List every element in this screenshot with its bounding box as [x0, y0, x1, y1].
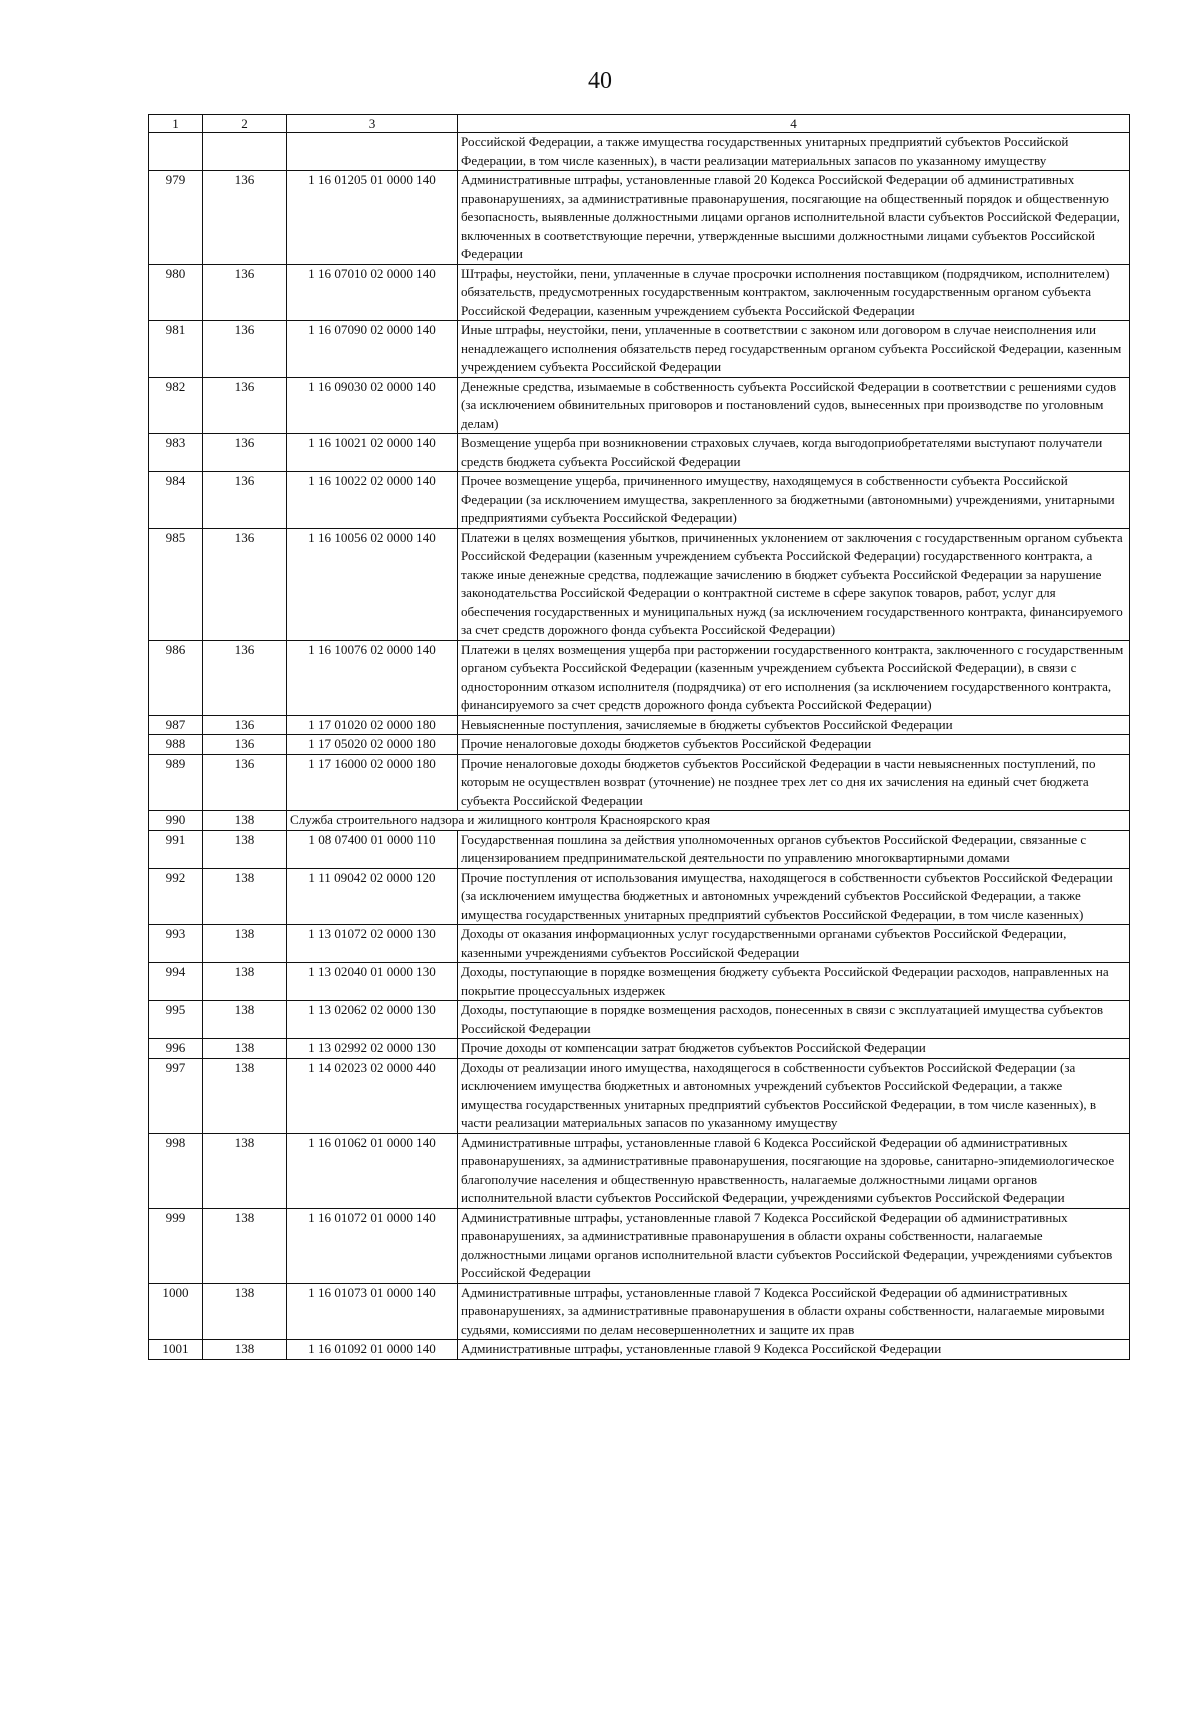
revenue-description: Доходы от оказания информационных услуг государственными органами субъектов Российской Федерации, казенными учреждениями субъектов Российской Федерации: [458, 925, 1130, 963]
revenue-description: Денежные средства, изымаемые в собственность субъекта Российской Федерации в соответствии с решениями судов (за исключением обвинительных приговоров и постановлений судов, вынесенных при производстве по уголовным делам): [458, 377, 1130, 434]
admin-code: 138: [203, 1001, 287, 1039]
column-header: 1: [149, 115, 203, 133]
admin-code: 136: [203, 715, 287, 735]
row-number: 979: [149, 171, 203, 265]
table-row: [149, 1283, 1130, 1340]
row-number: 997: [149, 1058, 203, 1133]
row-number: 990: [149, 811, 203, 831]
admin-code: 136: [203, 321, 287, 378]
table-row: [149, 1039, 1130, 1059]
budget-classification-code: 1 13 02062 02 0000 130: [287, 1001, 458, 1039]
budget-classification-code: 1 16 07010 02 0000 140: [287, 264, 458, 321]
admin-code: 138: [203, 925, 287, 963]
budget-classification-code: 1 16 10076 02 0000 140: [287, 640, 458, 715]
row-number: 992: [149, 868, 203, 925]
row-number: 986: [149, 640, 203, 715]
header-row: [149, 115, 1130, 133]
row-number: 991: [149, 830, 203, 868]
revenue-description: Государственная пошлина за действия уполномоченных органов субъектов Российской Федерации, связанные с лицензированием предпринимательской деятельности по управлению многоквартирными домами: [458, 830, 1130, 868]
budget-classification-code: 1 13 02040 01 0000 130: [287, 963, 458, 1001]
table-row: [149, 321, 1130, 378]
row-number: 1000: [149, 1283, 203, 1340]
revenue-description: Прочие неналоговые доходы бюджетов субъектов Российской Федерации в части невыясненных поступлений, по которым не осуществлен возврат (уточнение) не позднее трех лет со дня их зачисления на единый счет бюджета субъекта Российской Федерации: [458, 754, 1130, 811]
revenue-description: Прочие доходы от компенсации затрат бюджетов субъектов Российской Федерации: [458, 1039, 1130, 1059]
table-row: [149, 1340, 1130, 1360]
table-row: [149, 133, 1130, 171]
budget-classification-code: 1 11 09042 02 0000 120: [287, 868, 458, 925]
row-number: 989: [149, 754, 203, 811]
revenue-description: Прочие неналоговые доходы бюджетов субъектов Российской Федерации: [458, 735, 1130, 755]
table-row: [149, 434, 1130, 472]
revenue-description: Административные штрафы, установленные главой 20 Кодекса Российской Федерации об административных правонарушениях, за административные правонарушения, посягающие на общественный порядок и общественную безопасность, выявленные должностными лицами органов исполнительной власти субъектов Российской Федерации, включенных в соответствующие перечни, утвержденные высшими должностными лицами субъектов Российской Федерации: [458, 171, 1130, 265]
table-row: [149, 528, 1130, 640]
row-number: 996: [149, 1039, 203, 1059]
table-row: [149, 472, 1130, 529]
row-number: 982: [149, 377, 203, 434]
budget-classification-code: 1 14 02023 02 0000 440: [287, 1058, 458, 1133]
table-row: [149, 811, 1130, 831]
revenue-description: Административные штрафы, установленные главой 9 Кодекса Российской Федерации: [458, 1340, 1130, 1360]
table-row: [149, 735, 1130, 755]
admin-code: 138: [203, 963, 287, 1001]
revenue-description: Невыясненные поступления, зачисляемые в бюджеты субъектов Российской Федерации: [458, 715, 1130, 735]
row-number: 985: [149, 528, 203, 640]
admin-code: 138: [203, 1133, 287, 1208]
administrator-name: Служба строительного надзора и жилищного контроля Красноярского края: [287, 811, 1130, 831]
row-number: [149, 133, 203, 171]
admin-code: 136: [203, 528, 287, 640]
revenue-description: Возмещение ущерба при возникновении страховых случаев, когда выгодоприобретателями выступают получатели средств бюджета субъекта Российской Федерации: [458, 434, 1130, 472]
row-number: 995: [149, 1001, 203, 1039]
admin-code: 136: [203, 377, 287, 434]
table-row: [149, 1001, 1130, 1039]
budget-classification-code: 1 16 01073 01 0000 140: [287, 1283, 458, 1340]
budget-classification-code: 1 17 01020 02 0000 180: [287, 715, 458, 735]
revenue-description: Российской Федерации, а также имущества государственных унитарных предприятий субъектов Российской Федерации, в том числе казенных), в части реализации материальных запасов по указанному имуществу: [458, 133, 1130, 171]
row-number: 993: [149, 925, 203, 963]
budget-classification-code: 1 16 07090 02 0000 140: [287, 321, 458, 378]
revenue-description: Прочее возмещение ущерба, причиненного имуществу, находящемуся в собственности субъекта Российской Федерации (за исключением имущества, закрепленного за бюджетными (автономными) учреждениями, унитарными предприятиями субъекта Российской Федерации): [458, 472, 1130, 529]
admin-code: 136: [203, 472, 287, 529]
admin-code: 138: [203, 811, 287, 831]
revenue-description: Доходы, поступающие в порядке возмещения расходов, понесенных в связи с эксплуатацией имущества субъектов Российской Федерации: [458, 1001, 1130, 1039]
admin-code: [203, 133, 287, 171]
budget-classification-code: 1 16 01062 01 0000 140: [287, 1133, 458, 1208]
admin-code: 138: [203, 1283, 287, 1340]
admin-code: 136: [203, 264, 287, 321]
admin-code: 138: [203, 1340, 287, 1360]
revenue-description: Прочие поступления от использования имущества, находящегося в собственности субъектов Российской Федерации (за исключением имущества бюджетных и автономных учреждений субъектов Российской Федерации, а также имущества государственных унитарных предприятий субъектов Российской Федерации, в том числе казенных): [458, 868, 1130, 925]
admin-code: 136: [203, 754, 287, 811]
revenue-codes-table: [148, 114, 1130, 1360]
table-row: [149, 1208, 1130, 1283]
row-number: 988: [149, 735, 203, 755]
table-row: [149, 1058, 1130, 1133]
column-header: 4: [458, 115, 1130, 133]
budget-classification-code: 1 16 01205 01 0000 140: [287, 171, 458, 265]
budget-classification-code: 1 17 05020 02 0000 180: [287, 735, 458, 755]
budget-classification-code: 1 16 10056 02 0000 140: [287, 528, 458, 640]
budget-classification-code: 1 16 10022 02 0000 140: [287, 472, 458, 529]
revenue-description: Административные штрафы, установленные главой 6 Кодекса Российской Федерации об административных правонарушениях, за административные правонарушения, посягающие на здоровье, санитарно-эпидемиологическое благополучие населения и общественную нравственность, налагаемые должностными лицами органов исполнительной власти субъектов Российской Федерации, учреждениями субъектов Российской Федерации: [458, 1133, 1130, 1208]
table-row: [149, 640, 1130, 715]
budget-classification-code: 1 08 07400 01 0000 110: [287, 830, 458, 868]
table-row: [149, 963, 1130, 1001]
admin-code: 136: [203, 640, 287, 715]
table-row: [149, 830, 1130, 868]
budget-classification-code: 1 17 16000 02 0000 180: [287, 754, 458, 811]
budget-classification-code: 1 13 02992 02 0000 130: [287, 1039, 458, 1059]
page-number: 40: [588, 68, 612, 94]
admin-code: 136: [203, 171, 287, 265]
admin-code: 138: [203, 868, 287, 925]
table-row: [149, 377, 1130, 434]
admin-code: 136: [203, 434, 287, 472]
admin-code: 138: [203, 1058, 287, 1133]
table-row: [149, 754, 1130, 811]
budget-classification-code: 1 13 01072 02 0000 130: [287, 925, 458, 963]
row-number: 980: [149, 264, 203, 321]
table-row: [149, 1133, 1130, 1208]
budget-classification-code: 1 16 09030 02 0000 140: [287, 377, 458, 434]
budget-classification-code: [287, 133, 458, 171]
admin-code: 136: [203, 735, 287, 755]
revenue-description: Административные штрафы, установленные главой 7 Кодекса Российской Федерации об административных правонарушениях, за административные правонарушения в области охраны собственности, налагаемые должностными лицами органов исполнительной власти субъектов Российской Федерации, учреждениями субъектов Российской Федерации: [458, 1208, 1130, 1283]
table-row: [149, 264, 1130, 321]
row-number: 984: [149, 472, 203, 529]
admin-code: 138: [203, 1039, 287, 1059]
budget-classification-code: 1 16 01092 01 0000 140: [287, 1340, 458, 1360]
revenue-description: Доходы, поступающие в порядке возмещения бюджету субъекта Российской Федерации расходов, направленных на покрытие процессуальных издержек: [458, 963, 1130, 1001]
column-header: 2: [203, 115, 287, 133]
table-row: [149, 868, 1130, 925]
revenue-description: Штрафы, неустойки, пени, уплаченные в случае просрочки исполнения поставщиком (подрядчиком, исполнителем) обязательств, предусмотренных государственным контрактом, заключенным государственным органом субъекта Российской Федерации, казенным учреждением субъекта Российской Федерации: [458, 264, 1130, 321]
revenue-description: Иные штрафы, неустойки, пени, уплаченные в соответствии с законом или договором в случае неисполнения или ненадлежащего исполнения обязательств перед государственным органом субъекта Российской Федерации, казенным учреждением субъекта Российской Федерации: [458, 321, 1130, 378]
budget-classification-code: 1 16 10021 02 0000 140: [287, 434, 458, 472]
row-number: 1001: [149, 1340, 203, 1360]
row-number: 999: [149, 1208, 203, 1283]
row-number: 981: [149, 321, 203, 378]
row-number: 983: [149, 434, 203, 472]
revenue-description: Платежи в целях возмещения убытков, причиненных уклонением от заключения с государственным органом субъекта Российской Федерации (казенным учреждением субъекта Российской Федерации) государственного контракта, а также иные денежные средства, подлежащие зачислению в бюджет субъекта Российской Федерации за нарушение законодательства Российской Федерации о контрактной системе в сфере закупок товаров, работ, услуг для обеспечения государственных и муниципальных нужд (за исключением государственного контракта, финансируемого за счет средств дорожного фонда субъекта Российской Федерации): [458, 528, 1130, 640]
admin-code: 138: [203, 1208, 287, 1283]
row-number: 987: [149, 715, 203, 735]
revenue-description: Доходы от реализации иного имущества, находящегося в собственности субъектов Российской Федерации (за исключением имущества бюджетных и автономных учреждений субъектов Российской Федерации, а также имущества государственных унитарных предприятий субъектов Российской Федерации, в том числе казенных), в части реализации материальных запасов по указанному имуществу: [458, 1058, 1130, 1133]
budget-classification-code: 1 16 01072 01 0000 140: [287, 1208, 458, 1283]
revenue-description: Административные штрафы, установленные главой 7 Кодекса Российской Федерации об административных правонарушениях, за административные правонарушения в области охраны собственности, налагаемые мировыми судьями, комиссиями по делам несовершеннолетних и защите их прав: [458, 1283, 1130, 1340]
table-row: [149, 925, 1130, 963]
column-header: 3: [287, 115, 458, 133]
table-row: [149, 171, 1130, 265]
row-number: 994: [149, 963, 203, 1001]
row-number: 998: [149, 1133, 203, 1208]
admin-code: 138: [203, 830, 287, 868]
revenue-description: Платежи в целях возмещения ущерба при расторжении государственного контракта, заключенного с государственным органом субъекта Российской Федерации (казенным учреждением субъекта Российской Федерации), в связи с односторонним отказом исполнителя (подрядчика) от его исполнения (за исключением государственного контракта, финансируемого за счет средств дорожного фонда субъекта Российской Федерации): [458, 640, 1130, 715]
table-row: [149, 715, 1130, 735]
